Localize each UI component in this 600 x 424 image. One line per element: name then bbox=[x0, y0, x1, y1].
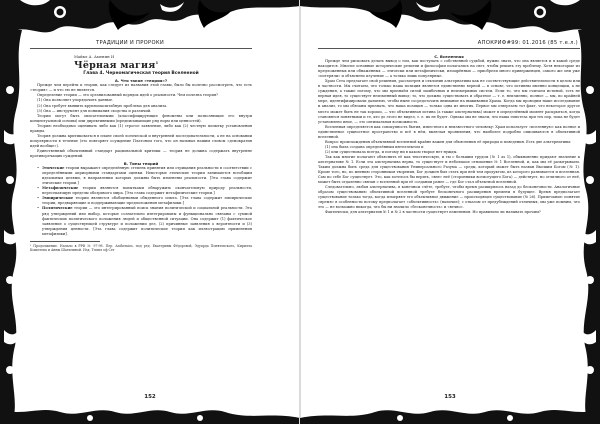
page-number-left: 152 bbox=[144, 394, 156, 400]
list-item-term: Политические bbox=[42, 206, 73, 211]
paragraph: Так как многие полагают объяснить её как теистическую, и ты с большим трудом (№ 1 as 1), обыкновенно придают значение к альтернативе № 1. Если эта альтернатива верна, то существует и небольшое отношение № 1 Вселенной, и, как мы её разыгрываем. Таким должна быть среда для существования Универсального Разума — среды, который может быть назван Высшим Богом (№ 1). Кроме того, но, по мнению сторонников творения, Бог должен был стать при ней тем продуктом, из которого развивается и вселенная. Сам по себе Бог существует. Это, как хотелось бы верить, «вне» неё (сторонники всемогущего Бога) — действует, но отличного от неё, может быть отдаленно связан с вселенной при её создании ранее — где Бог стал объектной вселенной. bbox=[318, 154, 580, 185]
ornament-top-left-icon bbox=[0, 0, 300, 40]
paragraph: Прежде чем перейти к теории, как следует из названия этой главы, было бы полезно рассмотреть, что есть «теория» — и что ею не является. bbox=[30, 83, 252, 93]
ornament-left-side-icon bbox=[0, 30, 28, 424]
list-item-text: теории являются обобщениями обыденного опыта. [Эта глава содержит эмпирические теории, предваряющие и поддерживающие предположения метафизики.] bbox=[42, 196, 252, 206]
list-item-term: Этические bbox=[42, 166, 65, 171]
list-item bbox=[30, 186, 252, 196]
section-c-heading: С. Вселенная bbox=[434, 53, 464, 59]
ornament-bottom-left-icon bbox=[0, 404, 300, 424]
running-head-right: АПОКРИФ#99: 01.2016 (85 т.е.л.) bbox=[477, 40, 578, 46]
paragraph: (2) или существовала всегда, и потому ни в каком творце нет нужды. bbox=[325, 149, 458, 154]
paragraph: Храм Сета предлагает свой решения, рассмотрев и отклонив альтернативы как не соответствующие действительности в целом или в частности. Мы считаем, что только наша позиция является единственно верной — в основе, что истинны именно концепции, а не суждения, а также потому, что мы признаём силой ошибочных и неизмеримых систем. Если то, что мы считаем истиной, есть не верная идея, то существует неизменный вывод: то, что должно существовать и обратное — т. е. неизменно, полное — мы, по крайней мере, идентифицировали дальнюю, чтобы ныне сосредоточить внимание на выживании Храма. Когда мы проводим наше исследование и анализ, то мы обязаны признать, что наша позиция — только одна из многих. Первое мы отвергаем тот факт, что некоторое другое место может быть не так хорошо, — что объективная истина (а также альтернатива) может в определённый момент раскрыться, когда становятся понятными и те, кто до этого не видел, т. е. их не будет. Однако мы не знаем, что наша гипотеза при тех пор, пока не будет установлено иное, — это оптимальная возможность. bbox=[318, 79, 580, 124]
list-item bbox=[30, 206, 252, 236]
list-item bbox=[30, 196, 252, 206]
section-b-heading: В. Типы теорий bbox=[123, 160, 159, 166]
left-text-column bbox=[30, 52, 252, 252]
paragraph: Теории могут быть описательными (классифицирующие феномены или позволяющие его внутри концептуальной основы) или директивными (предписывающие ряд норм или ценностей). bbox=[30, 113, 252, 123]
ornament-top-right-icon bbox=[300, 0, 600, 40]
running-head-left: ТРАДИЦИИ И ПРОРОКИ bbox=[96, 40, 165, 46]
bullet-icon: • bbox=[37, 196, 40, 201]
list-item-text: теории являются попытками обнаружить окончательную природу реальности, пересекающую пределы обозримого мира. [Эта глава содержит метафизические теории.] bbox=[42, 186, 252, 196]
list-item bbox=[30, 166, 252, 186]
paragraph: Вопрос происхождения объективной вселенной крайне важен для объяснения её природы и поведения. Есть две альтернативы: bbox=[325, 139, 572, 144]
paragraph: Фактически, для альтернатив № 1 и № 2 в частности существует изменения. Но правильно ли называть прочим? bbox=[325, 210, 541, 215]
page-number-right: 153 bbox=[444, 394, 456, 400]
paragraph: (1) она была создана определённым интеллектом и bbox=[325, 144, 424, 149]
paragraph: (3) Она — инструмент для понимания сходства и различий. bbox=[37, 108, 152, 113]
paragraph: Теорию необходимо оценивать либо как (1) строгое заявление, либо как (2) честную попытку установления правды. bbox=[30, 123, 252, 133]
right-page bbox=[300, 0, 600, 424]
list-item-text: теории — это интегрированный поиск знания политической и социальной реальности. Эта ряд утверждений или выбор, которые сознательно интегрированы и функционально связаны с суммой фактических политического положения людей и общественной ситуации. Она содержит (1) фактическое заявление о существующей структуре и положении дел, (2) причинные заявления о вероятности и (3) утверждения ценности. [Эта глава содержит политические теории как иллюстрацию применения метафизики]. bbox=[42, 206, 252, 236]
bullet-icon: • bbox=[37, 166, 40, 171]
chapter-heading: Глава 4. Черномагическая теория Вселенной bbox=[83, 71, 199, 77]
title-text: Чёрная магия bbox=[74, 60, 156, 72]
paragraph: Единственный объективный стандарт рациональной критики — теория не должна содержать внутренне противоречащих суждений. bbox=[30, 148, 252, 158]
paragraph: Определение теории — это организованный порядок идей о реальности. Чем полезна теория? bbox=[37, 93, 219, 98]
paragraph: Вселенная определяется как совокупность бытия, известного и неизвестного человеку: Храм использует «вселенную» как полное и единственное сущностное пространство и всё в нём, включая проявления, что наиболее подробно описываются в объективной вселенной. bbox=[318, 124, 580, 139]
bullet-icon: • bbox=[37, 206, 40, 211]
right-text-column bbox=[318, 52, 580, 216]
footnote: ¹ Продолжение. Начало в РРФ № 97-98. Пер. Anthemius, под ред. Екатерины Фёдоровой, Эдуарда Понятовского, Кирилла Кошелева и Анны Шатилиной. Изд. Тэмпл оф Сет bbox=[30, 243, 252, 253]
article-title bbox=[74, 60, 252, 72]
list-item-text: теории выражают определённую степень принятия или отрицания реальности в соответствии с определёнными априорными стандартами оценки. Некоторые этические теории занимаются всеобщим идеальным целями, в направлении которых должны быть изменены реальности. [Эта глава содержит этические теории.] bbox=[42, 166, 252, 186]
list-item-term: Метафизические bbox=[42, 186, 79, 191]
paragraph: Прежде чем рисковать делать вывод о том, как поступать с собственной судьбой, нужно знать, что она является и в какой среде находится. Многие основные исторические религии и философии полагались на свет, чтобы решить эту проблему. Хотя некоторые из предложенных или обнаженных — этически или метафизически, изощрённых — приобрели много приверженцев, самого же они уже «потеряли» и объяснено изучение — а только лишь популярные. bbox=[318, 59, 580, 79]
list-item-term: Эмпирические bbox=[42, 196, 74, 201]
paragraph: Теория должна критиковаться в плане своей логической и внутренней последовательности, а не на основании популярности в течение (это повторяет осуждение Платоном того, что он называл нашим словом «демократия идей вообще»). bbox=[30, 133, 252, 148]
section-a-heading: А. Что такое «теория»? bbox=[114, 77, 168, 83]
footnote-rule bbox=[30, 241, 100, 242]
header-rule bbox=[318, 48, 580, 49]
title-footnote-mark: 1 bbox=[155, 60, 159, 66]
header-rule bbox=[30, 48, 252, 49]
authors: Майкл А. Аменин И bbox=[74, 54, 115, 59]
paragraph: Следовательно, любая альтернатива, в конечном счёте, требует, чтобы время расширялось назад до бесконечности. Аналогичные образом существованию объективной вселенной требует бесконечного расширения времени в будущее. Время предполагает существование только тогда, когда измеряют его объективное движение — происходящее существование (№ 26). Примечание: понятие «время» в особенности потому предполагает «объективность» (наличие); с отказом от предубеждений отличных, мы уже помним, что это — не возможно никогда, что бы ни значило «бесконечность» и «вечно». bbox=[318, 185, 580, 210]
paragraph: (2) Она требует выявить крупномасштабную проблема для анализа. bbox=[37, 103, 168, 108]
bullet-icon: • bbox=[37, 186, 40, 191]
paragraph: (1) Она позволяет упорядочить данные. bbox=[37, 98, 114, 103]
ornament-bottom-right-icon bbox=[300, 404, 600, 424]
